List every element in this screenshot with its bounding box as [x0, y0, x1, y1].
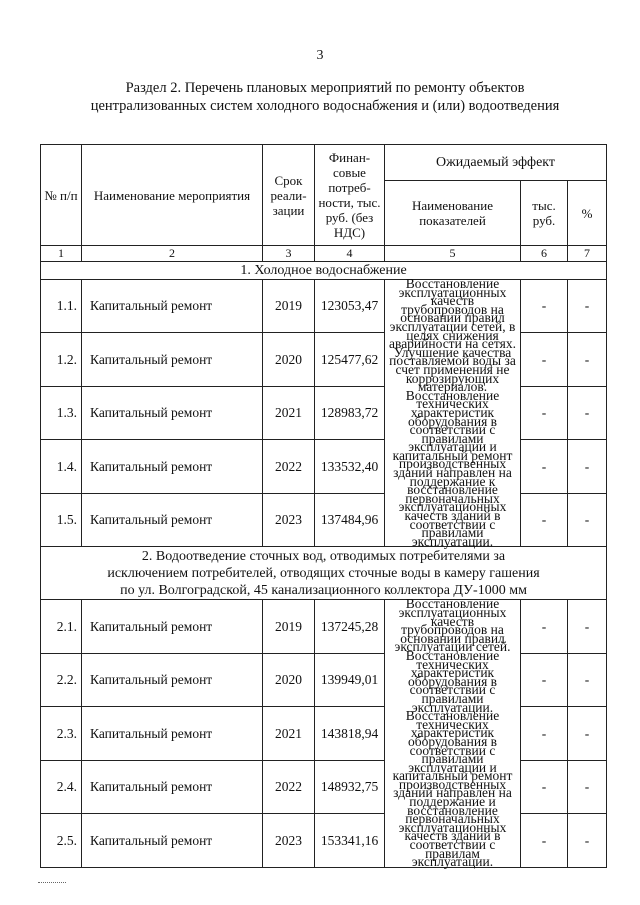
effect-thousand-rub: -	[521, 493, 568, 547]
measure-name: Капитальный ремонт	[82, 333, 263, 386]
amount: 123053,47	[315, 280, 385, 333]
header-effect: Ожидаемый эффект	[385, 145, 607, 181]
row-number: 2.5.	[41, 814, 82, 868]
amount: 137245,28	[315, 600, 385, 653]
year: 2019	[263, 600, 315, 653]
row-number: 2.3.	[41, 707, 82, 760]
effect-thousand-rub: -	[521, 760, 568, 813]
expected-effect-text: Восстановление эксплуатационных качеств трубопроводов на основании правил эксплуатации сетей. Восстановление технических характеристик оборудования в соответствии с правилами эксплуатации. Восстановление технических характеристик оборудования в соответствии с правилами эксплуатации и капитальный ремонт производственных зданий направлен на поддержание и восстановление первоначальных эксплуатационных качеств зданий в соответствии с правилам эксплуатации.	[385, 600, 521, 867]
effect-thousand-rub: -	[521, 707, 568, 760]
footer-mark	[38, 882, 66, 883]
page-number: 3	[316, 48, 324, 63]
effect-percent: -	[568, 440, 607, 493]
row-number: 1.2.	[41, 333, 82, 386]
header-percent: %	[568, 181, 607, 246]
column-number: 6	[521, 246, 568, 262]
measure-name: Капитальный ремонт	[82, 386, 263, 439]
section-header-row	[41, 547, 607, 600]
table-row	[41, 280, 607, 333]
measure-name: Капитальный ремонт	[82, 493, 263, 547]
header-num: № п/п	[41, 145, 82, 246]
column-number: 4	[315, 246, 385, 262]
row-number: 1.1.	[41, 280, 82, 333]
measure-name: Капитальный ремонт	[82, 707, 263, 760]
effect-thousand-rub: -	[521, 814, 568, 868]
table-row	[41, 760, 607, 813]
year: 2022	[263, 760, 315, 813]
amount: 128983,72	[315, 386, 385, 439]
effect-percent: -	[568, 386, 607, 439]
header-finance: Финан- совые потреб- ности, тыс. руб. (без НДС)	[315, 145, 385, 246]
row-number: 2.2.	[41, 653, 82, 706]
year: 2019	[263, 280, 315, 333]
measure-name: Капитальный ремонт	[82, 653, 263, 706]
measure-name: Капитальный ремонт	[82, 440, 263, 493]
header-name: Наименование мероприятия	[82, 145, 263, 246]
column-number: 1	[41, 246, 82, 262]
amount: 143818,94	[315, 707, 385, 760]
header-indicators: Наименование показателей	[385, 181, 521, 246]
header-thousand-rub: тыс. руб.	[521, 181, 568, 246]
table-row	[41, 333, 607, 386]
measure-name: Капитальный ремонт	[82, 600, 263, 653]
measures-table	[40, 144, 607, 868]
table-row	[41, 440, 607, 493]
effect-thousand-rub: -	[521, 653, 568, 706]
column-number-row	[41, 246, 607, 262]
effect-thousand-rub: -	[521, 333, 568, 386]
row-number: 1.4.	[41, 440, 82, 493]
amount: 137484,96	[315, 493, 385, 547]
effect-percent: -	[568, 760, 607, 813]
column-number: 7	[568, 246, 607, 262]
amount: 148932,75	[315, 760, 385, 813]
year: 2021	[263, 386, 315, 439]
row-number: 2.1.	[41, 600, 82, 653]
effect-percent: -	[568, 493, 607, 547]
effect-percent: -	[568, 333, 607, 386]
section-title: Раздел 2. Перечень плановых мероприятий по ремонту объектов централизованных систем холодного водоснабжения и (или) водоотведения	[90, 80, 560, 114]
effect-percent: -	[568, 814, 607, 868]
measure-name: Капитальный ремонт	[82, 280, 263, 333]
row-number: 1.5.	[41, 493, 82, 547]
table-row	[41, 814, 607, 868]
amount: 125477,62	[315, 333, 385, 386]
year: 2022	[263, 440, 315, 493]
section-header: 2. Водоотведение сточных вод, отводимых потребителями за исключением потребителей, отводящих сточные воды в камеру гашения по ул. Волгоградской, 45 канализационного коллектора ДУ-1000 мм	[41, 547, 607, 600]
row-number: 2.4.	[41, 760, 82, 813]
effect-percent: -	[568, 600, 607, 653]
year: 2021	[263, 707, 315, 760]
column-number: 3	[263, 246, 315, 262]
effect-thousand-rub: -	[521, 440, 568, 493]
year: 2023	[263, 493, 315, 547]
effect-thousand-rub: -	[521, 600, 568, 653]
year: 2023	[263, 814, 315, 868]
effect-percent: -	[568, 280, 607, 333]
effect-percent: -	[568, 653, 607, 706]
year: 2020	[263, 653, 315, 706]
table-row	[41, 493, 607, 547]
expected-effect-text: Восстановление эксплуатационных качеств трубопроводов на основании правил эксплуатации сетей, в целях снижения аварийности на сетях. Улучшение качества поставляемой воды за счет применения не коррозирующих материалов. Восстановление технических характеристик оборудования в соответствии с правилами эксплуатации и капитальный ремонт производственных зданий направлен на поддержание к восстановление первоначальных эксплуатационных качеств зданий в соответствии с правилами эксплуатации.	[385, 280, 521, 547]
section-header-row	[41, 262, 607, 280]
header-term: Срок реали- зации	[263, 145, 315, 246]
year: 2020	[263, 333, 315, 386]
measure-name: Капитальный ремонт	[82, 814, 263, 868]
table-row	[41, 600, 607, 653]
table-row	[41, 386, 607, 439]
effect-percent: -	[568, 707, 607, 760]
effect-thousand-rub: -	[521, 280, 568, 333]
row-number: 1.3.	[41, 386, 82, 439]
amount: 139949,01	[315, 653, 385, 706]
effect-thousand-rub: -	[521, 386, 568, 439]
table-row	[41, 653, 607, 706]
amount: 153341,16	[315, 814, 385, 868]
measure-name: Капитальный ремонт	[82, 760, 263, 813]
table-row	[41, 707, 607, 760]
column-number: 5	[385, 246, 521, 262]
section-header: 1. Холодное водоснабжение	[41, 262, 607, 280]
amount: 133532,40	[315, 440, 385, 493]
column-number: 2	[82, 246, 263, 262]
